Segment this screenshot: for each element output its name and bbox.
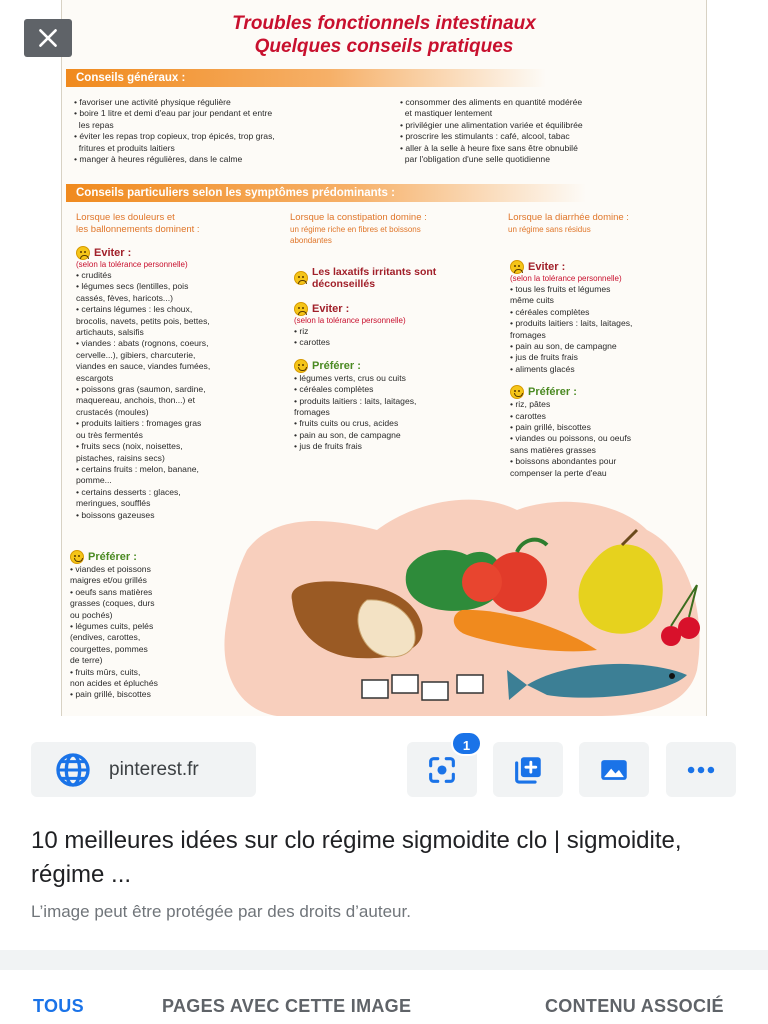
list-item: • viandes ou poissons, ou oeufs sans matières grasses: [510, 433, 632, 455]
add-to-collection-button[interactable]: [493, 742, 563, 797]
general-advice-left: [74, 97, 374, 165]
list-item: • boissons abondantes pour compenser la perte d'eau: [510, 456, 617, 478]
preview-image[interactable]: [61, 0, 707, 716]
list-item: • manger à heures régulières, dans le calme: [74, 154, 243, 165]
list-item: • crudités: [76, 270, 112, 280]
list-item: • boire 1 litre et demi d'eau par jour pendant et entre les repas: [74, 108, 273, 130]
constipation-heading: Lorsque la constipation domine : un régime riche en fibres et boissons abondantes: [290, 212, 427, 245]
source-site-chip[interactable]: [31, 742, 256, 797]
list-item: • produits laitiers : fromages gras ou très fermentés: [76, 418, 202, 440]
list-item: • jus de fruits frais: [294, 441, 362, 452]
tab-all[interactable]: TOUS: [33, 996, 84, 1016]
general-advice-band: Conseils généraux :: [66, 69, 546, 87]
sad-face-icon: [76, 246, 90, 260]
general-advice-right: [400, 97, 700, 165]
specific-advice-band: Conseils particuliers selon les symptômes prédominants :: [66, 184, 586, 202]
list-item: • pain grillé, biscottes: [70, 689, 151, 700]
sad-face-icon: [294, 271, 308, 285]
list-item: • légumes secs (lentilles, pois cassés, fèves, haricots...): [76, 281, 189, 303]
close-button[interactable]: [24, 19, 72, 57]
list-item: • légumes verts, crus ou cuits: [294, 372, 406, 383]
list-item: • fruits mûrs, cuits, non acides et épluchés: [70, 666, 158, 689]
list-item: • jus de fruits frais: [510, 352, 578, 363]
list-item: • proscrire les stimulants : café, alcool, tabac: [400, 131, 570, 142]
smiley-face-icon: [510, 385, 524, 399]
tab-pages-with-image[interactable]: PAGES AVEC CETTE IMAGE: [162, 996, 412, 1016]
list-item: • aliments glacés: [510, 363, 575, 374]
section-divider: [0, 950, 768, 970]
list-item: • produits laitiers : laits, laitages, fromages: [294, 395, 417, 418]
source-site-label: pinterest.fr: [109, 758, 199, 780]
globe-icon: [53, 750, 93, 790]
smiley-face-icon: [294, 359, 308, 373]
list-item: • certains légumes : les choux, brocolis, navets, petits pois, bettes, artichauts, salsifis: [76, 304, 210, 338]
list-item: • aller à la selle à heure fixe sans être obnubilé par l'obligation d'une selle quotidienne: [400, 142, 578, 165]
add-to-collection-icon: [511, 753, 545, 787]
list-item: • viandes : abats (rognons, coeurs, cervelle...), gibiers, charcuterie, viandes en sauce, viandes fumées, escargots: [76, 338, 211, 383]
lens-count-badge: 1: [451, 731, 482, 756]
list-item: • oeufs sans matières grasses (coques, durs ou pochés): [70, 586, 155, 620]
list-item: • poissons gras (saumon, sardine, maquereau, anchois, thon...) et crustacés (moules): [76, 384, 206, 417]
list-item: • pain grillé, biscottes: [510, 422, 591, 433]
tab-related-content[interactable]: CONTENU ASSOCIÉ: [545, 996, 724, 1016]
list-item: • carottes: [510, 410, 546, 421]
list-item: • favoriser une activité physique régulière: [74, 97, 231, 107]
list-item: • consommer des aliments en quantité modérée et mastiquer lentement: [400, 97, 583, 119]
diarrhea-heading: Lorsque la diarrhée domine : un régime sans résidus: [508, 212, 629, 234]
copyright-notice: L’image peut être protégée par des droits d’auteur.: [31, 902, 411, 921]
list-item: • carottes: [294, 337, 330, 348]
list-item: • produits laitiers : laits, laitages, fromages: [510, 318, 633, 340]
diarrhea-block: Eviter : (selon la tolérance personnelle) • tous les fruits et légumes même cuits • céréales complètes • produits laitiers : laits, laitages, fromages • pain au son, de campagne • jus de fruits frais • aliments glacés Préférer : • riz, pâtes • carottes • pain grillé, biscottes • viandes ou poissons, ou oeufs sans matières grasses • boissons abondantes pour compenser la perte d'eau: [510, 260, 706, 479]
list-item: • céréales complètes: [294, 384, 374, 395]
list-item: • fruits cuits ou crus, acides: [294, 418, 399, 429]
list-item: • viandes et poissons maigres et/ou grillés: [70, 564, 151, 586]
close-icon: [35, 25, 61, 51]
list-item: • pain au son, de campagne: [510, 341, 617, 352]
list-item: • boissons gazeuses: [76, 509, 155, 520]
food-illustration: [217, 490, 707, 716]
list-item: • céréales complètes: [510, 306, 590, 317]
sad-face-icon: [510, 260, 524, 274]
list-item: • certains desserts : glaces, meringues, soufflés: [76, 486, 181, 509]
constipation-block: Les laxatifs irritants sont déconseillés Eviter : (selon la tolérance personnelle) • riz • carottes Préférer : • légumes verts, crus ou cuits • céréales complètes • produits laitiers : laits, laitages, fromages • fruits cuits ou crus, acides • pain au son, de campagne • jus de fruits frais: [294, 266, 504, 453]
list-item: • fruits secs (noix, noisettes, pistaches, raisins secs): [76, 441, 183, 463]
open-image-button[interactable]: [579, 742, 649, 797]
list-item: • pain au son, de campagne: [294, 429, 401, 440]
image-icon: [597, 753, 631, 787]
more-icon: [684, 753, 718, 787]
list-item: • éviter les repas trop copieux, trop épicés, trop gras, fritures et produits laitiers: [74, 131, 275, 153]
result-title-link[interactable]: 10 meilleures idées sur clo régime sigmoidite clo | sigmoidite, régime ...: [31, 827, 682, 888]
result-tabs: [0, 970, 768, 1024]
poster-title: Troubles fonctionnels intestinaux Quelques conseils pratiques: [232, 13, 536, 57]
pain-bloating-heading: Lorsque les douleurs et les ballonnements dominent :: [76, 212, 200, 235]
more-options-button[interactable]: [666, 742, 736, 797]
list-item: • privilégier une alimentation variée et équilibrée: [400, 119, 583, 130]
list-item: • légumes cuits, pelés (endives, carottes, courgettes, pommes de terre): [70, 621, 154, 666]
sad-face-icon: [294, 302, 308, 316]
list-item: • riz: [294, 326, 309, 336]
list-item: • certains fruits : melon, banane, pomme...: [76, 463, 199, 486]
pain-avoid-block: Eviter : (selon la tolérance personnelle) • crudités • légumes secs (lentilles, pois cassés, fèves, haricots...) • certains légumes : les choux, brocolis, navets, petits pois, bettes, artichauts, salsifis • viandes : abats (rognons, coeurs, cervelle...), gibiers, charcuterie, viandes en sauce, viandes fumées, escargots • poissons gras (saumon, sardine, maquereau, anchois, thon...) et crustacés (moules) • produits laitiers : fromages gras ou très fermentés • fruits secs (noix, noisettes, pistaches, raisins secs) • certains fruits : melon, banane, pomme... • certains desserts : glaces, meringues, soufflés • boissons gazeuses: [76, 246, 281, 521]
list-item: • riz, pâtes: [510, 399, 551, 410]
list-item: • tous les fruits et légumes même cuits: [510, 284, 611, 306]
pain-prefer-block: Préférer : • viandes et poissons maigres et/ou grillés • oeufs sans matières grasses (coques, durs ou pochés) • légumes cuits, pelés (endives, carottes, courgettes, pommes de terre) • fruits mûrs, cuits, non acides et épluchés • pain grillé, biscottes: [70, 550, 220, 701]
smiley-face-icon: [70, 550, 84, 564]
lens-icon: [425, 753, 459, 787]
